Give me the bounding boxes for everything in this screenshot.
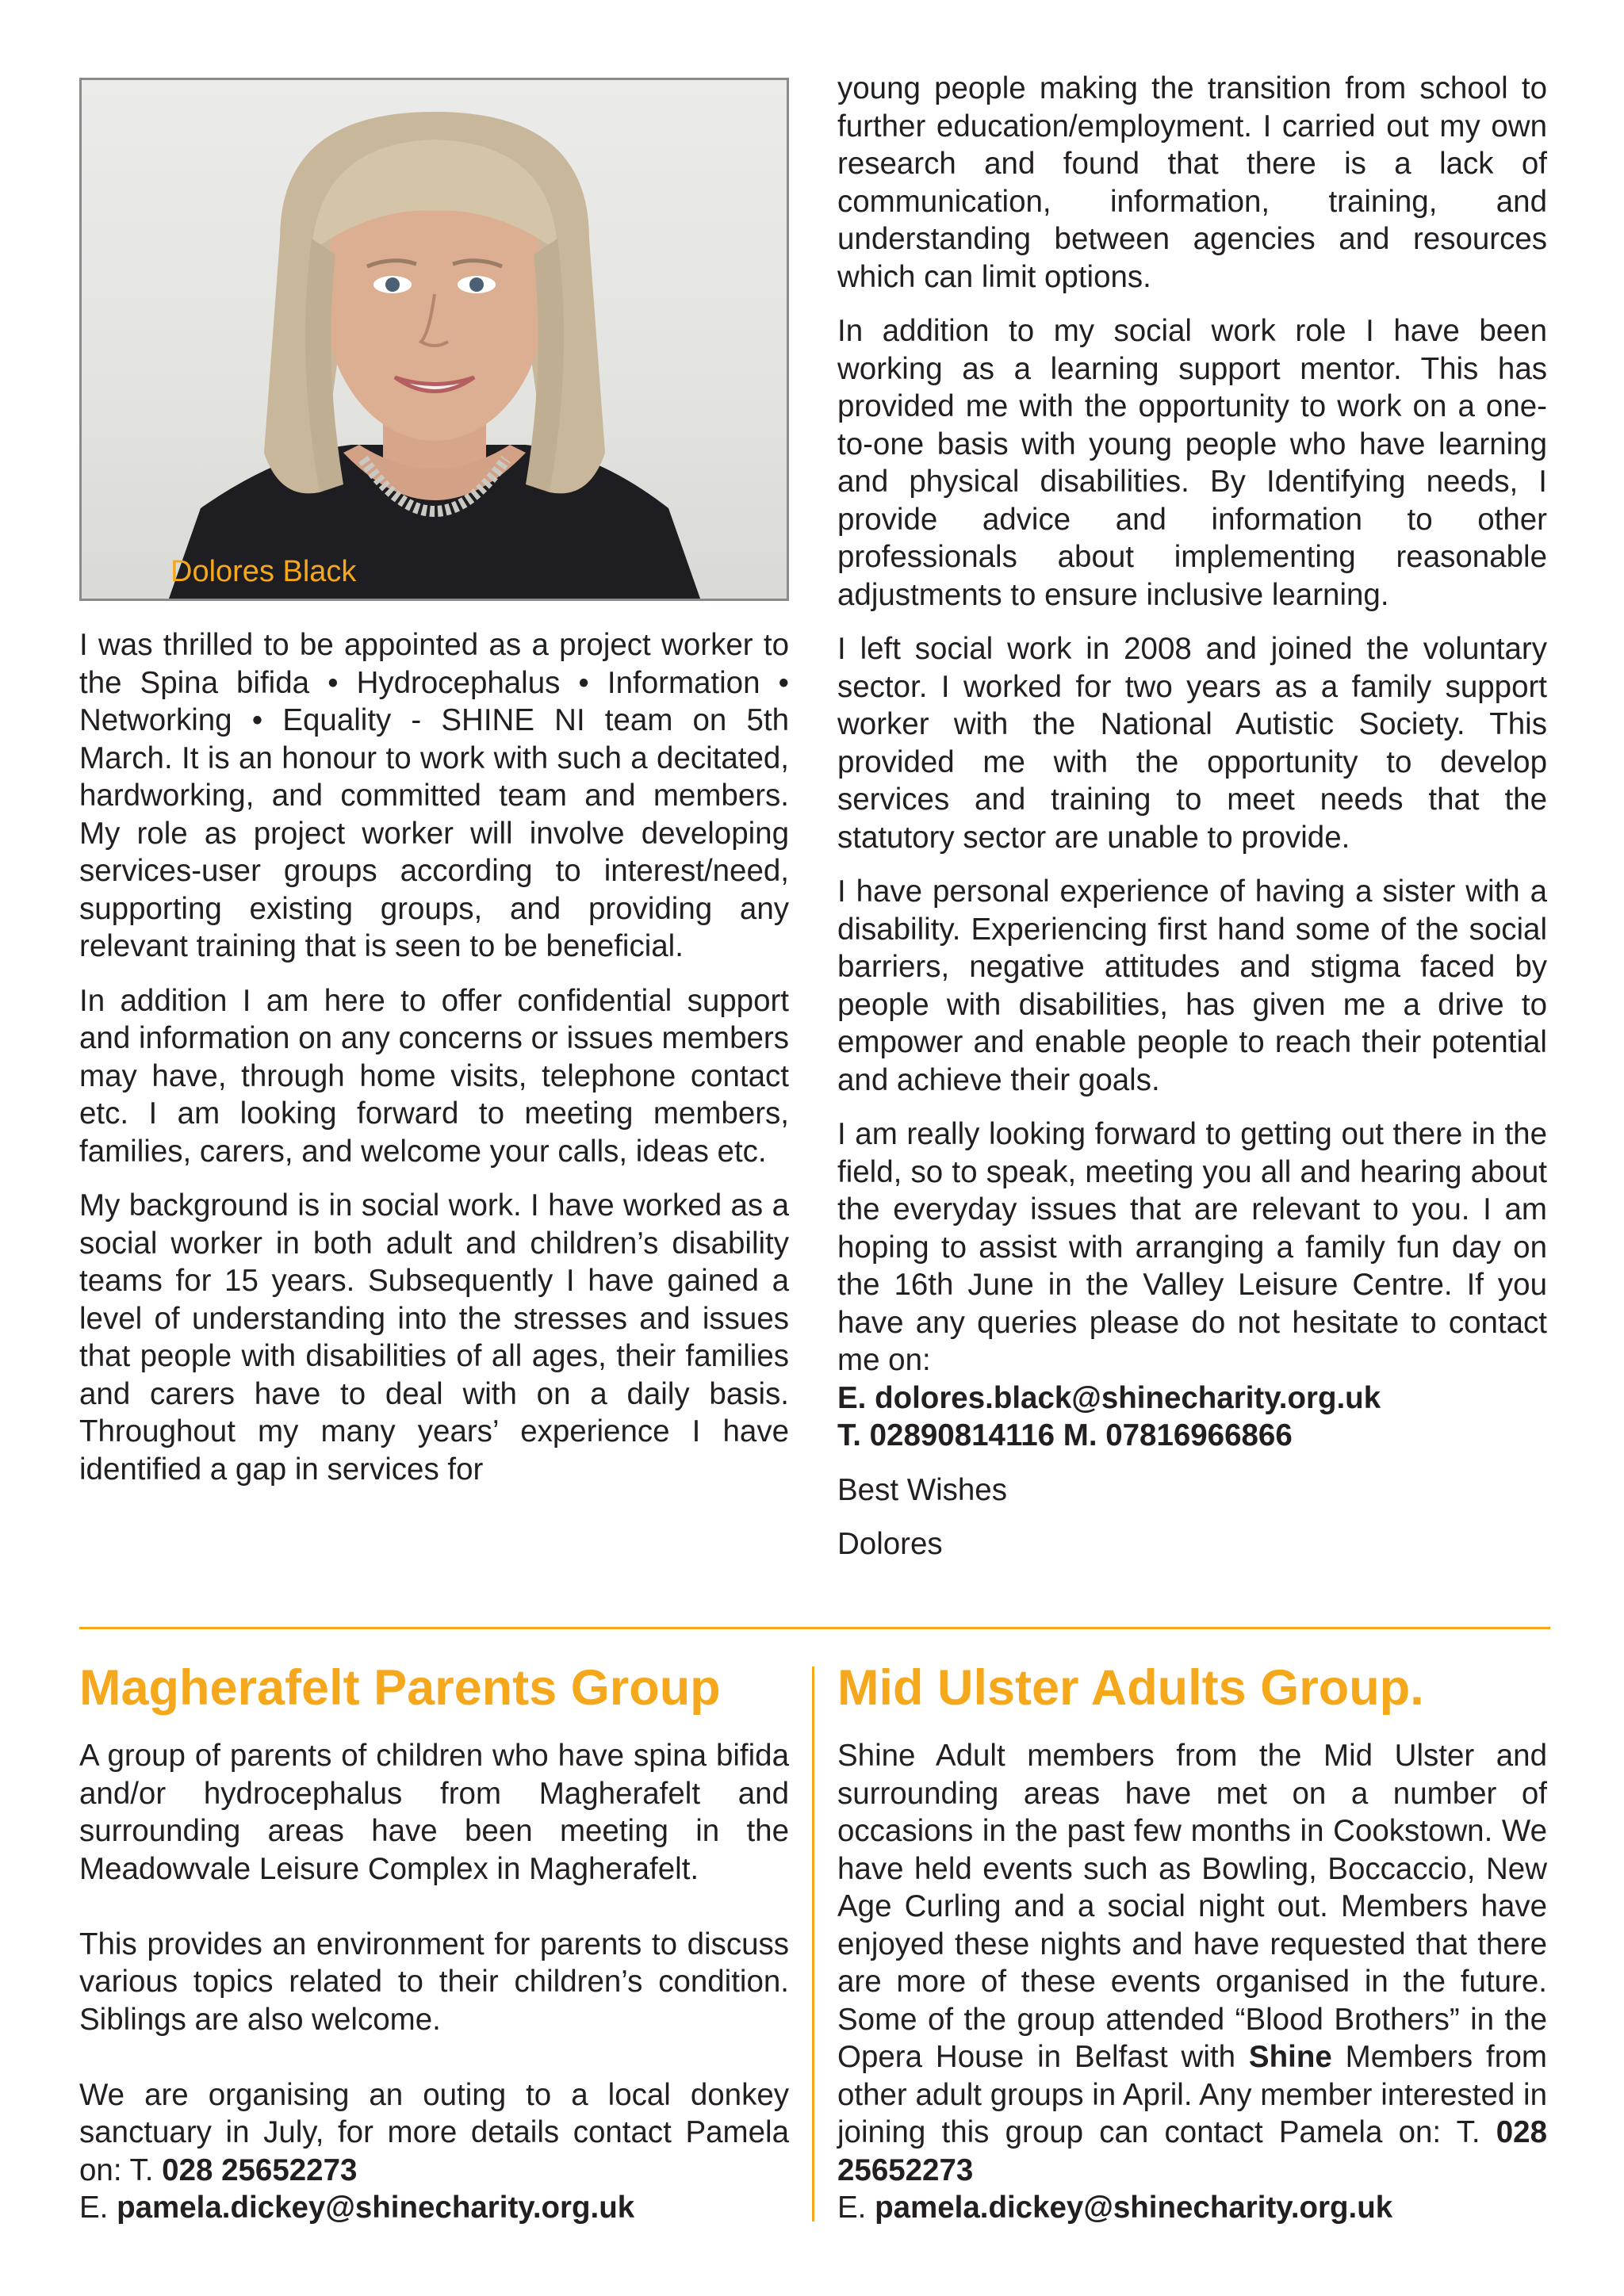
- article-paragraph: In addition I am here to offer confidential support and information on any concerns or issues members may have, through home visits, telephone contact etc. I am looking forward to meeting members, families, carers, and welcome your calls, ideas etc.: [79, 983, 789, 1169]
- shine-bold: Shine: [1248, 2040, 1332, 2074]
- article-paragraph: I am really looking forward to getting out there in the field, so to speak, meeting you all and hearing about the everyday issues that are relevant to you. I am hoping to assist with arranging a family fun day on the 16th June in the Valley Leisure Centre. If you have any queries please do not hesitate to contact me on:: [837, 1117, 1547, 1377]
- contact-phone: [837, 1417, 1547, 1455]
- photo-caption: Dolores Black: [170, 555, 357, 588]
- article-paragraph: young people making the transition from school to further education/employment. I carried out my own research and found that there is a lack of communication, information, training, and understanding between agencies and resources which can limit options.: [837, 71, 1547, 294]
- portrait-photo: [79, 78, 789, 601]
- signature: Dolores: [837, 1527, 943, 1561]
- mid-ulster-text: Members from other adult groups in April. Any member interested in joining this group can contact Pamela on: T.: [837, 2040, 1547, 2149]
- article-paragraph: I left social work in 2008 and joined the voluntary sector. I worked for two years as a family support worker with the National Autistic Society. This provided me with the opportunity to develop services and training to meet needs that the statutory sector are unable to provide.: [837, 632, 1547, 855]
- mid-ulster-heading: Mid Ulster Adults Group.: [837, 1660, 1424, 1716]
- mid-ulster-phone[interactable]: 028 25652273: [837, 2115, 1548, 2187]
- magherafelt-contact: [79, 2076, 789, 2190]
- mid-ulster-text: Shine Adult members from the Mid Ulster and surrounding areas have met on a number of occasions in the past few months in Cookstown. We have held events such as Bowling, Boccaccio, New Age Curling and a social night out. Members have enjoyed these nights and have requested that there are more of these events organised in the future. Some of the group attended “Blood Brothers” in the Opera House in Belfast with: [837, 1739, 1547, 2074]
- contact-phone-text: T. 02890814116 M. 07816966866: [837, 1418, 1293, 1452]
- article-paragraph: I was thrilled to be appointed as a project worker to the Spina bifida • Hydrocephalus • Information • Networking • Equality - SHINE NI team on 5th March. It is an honour to work with such a decitated, hardworking, and committed team and members. My role as project worker will involve developing services-user groups according to interest/need, supporting existing groups, and providing any relevant training that is seen to be beneficial.: [79, 628, 789, 963]
- magherafelt-paragraph: This provides an environment for parents to discuss various topics related to their children’s condition. Siblings are also welcome.: [79, 1927, 789, 2037]
- magherafelt-phone[interactable]: 028 25652273: [162, 2152, 358, 2187]
- mid-ulster-email-line: [837, 2189, 1547, 2227]
- magherafelt-email[interactable]: pamela.dickey@shinecharity.org.uk: [117, 2191, 635, 2225]
- magherafelt-section: [79, 1737, 789, 2227]
- vertical-divider: [812, 1667, 814, 2221]
- contact-email-text: E. dolores.black@shinecharity.org.uk: [837, 1380, 1381, 1415]
- article-paragraph: In addition to my social work role I have been working as a learning support mentor. This has provided me with the opportunity to work on a one-to-one basis with young people who have learning and physical disabilities. By Identifying needs, I provide advice and information to other professionals about implementing reasonable adjustments to ensure inclusive learning.: [837, 314, 1547, 612]
- article-left-column: [79, 626, 789, 1488]
- magherafelt-paragraph: A group of parents of children who have spina bifida and/or hydrocephalus from Magherafelt and surrounding areas have been meeting in the Meadowvale Leisure Complex in Magherafelt.: [79, 1739, 789, 1886]
- horizontal-divider: [79, 1627, 1550, 1629]
- sign-off: Best Wishes: [837, 1472, 1007, 1507]
- mid-ulster-section: [837, 1737, 1547, 2227]
- email-prefix: E.: [837, 2191, 867, 2225]
- article-paragraph: I have personal experience of having a sister with a disability. Experiencing first hand some of the social barriers, negative attitudes and stigma faced by people with disabilities, has given me a drive to empower and enable people to reach their potential and achieve their goals.: [837, 874, 1547, 1097]
- magherafelt-heading: Magherafelt Parents Group: [79, 1660, 721, 1716]
- article-right-column: [837, 70, 1547, 1563]
- portrait-illustration: [82, 80, 787, 599]
- contact-email[interactable]: [837, 1380, 1547, 1418]
- email-prefix: E.: [79, 2191, 109, 2225]
- magherafelt-paragraph: We are organising an outing to a local donkey sanctuary in July, for more details contact Pamela on: T.: [79, 2077, 789, 2187]
- mid-ulster-paragraph: [837, 1737, 1547, 2189]
- magherafelt-email-line: [79, 2189, 789, 2227]
- article-paragraph: My background is in social work. I have worked as a social worker in both adult and children’s disability teams for 15 years. Subsequently I have gained a level of understanding into the stresses and issues that people with disabilities of all ages, their families and carers have to deal with on a daily basis. Throughout my many years’ experience I have identified a gap in services for: [79, 1188, 789, 1487]
- mid-ulster-email[interactable]: pamela.dickey@shinecharity.org.uk: [875, 2191, 1393, 2225]
